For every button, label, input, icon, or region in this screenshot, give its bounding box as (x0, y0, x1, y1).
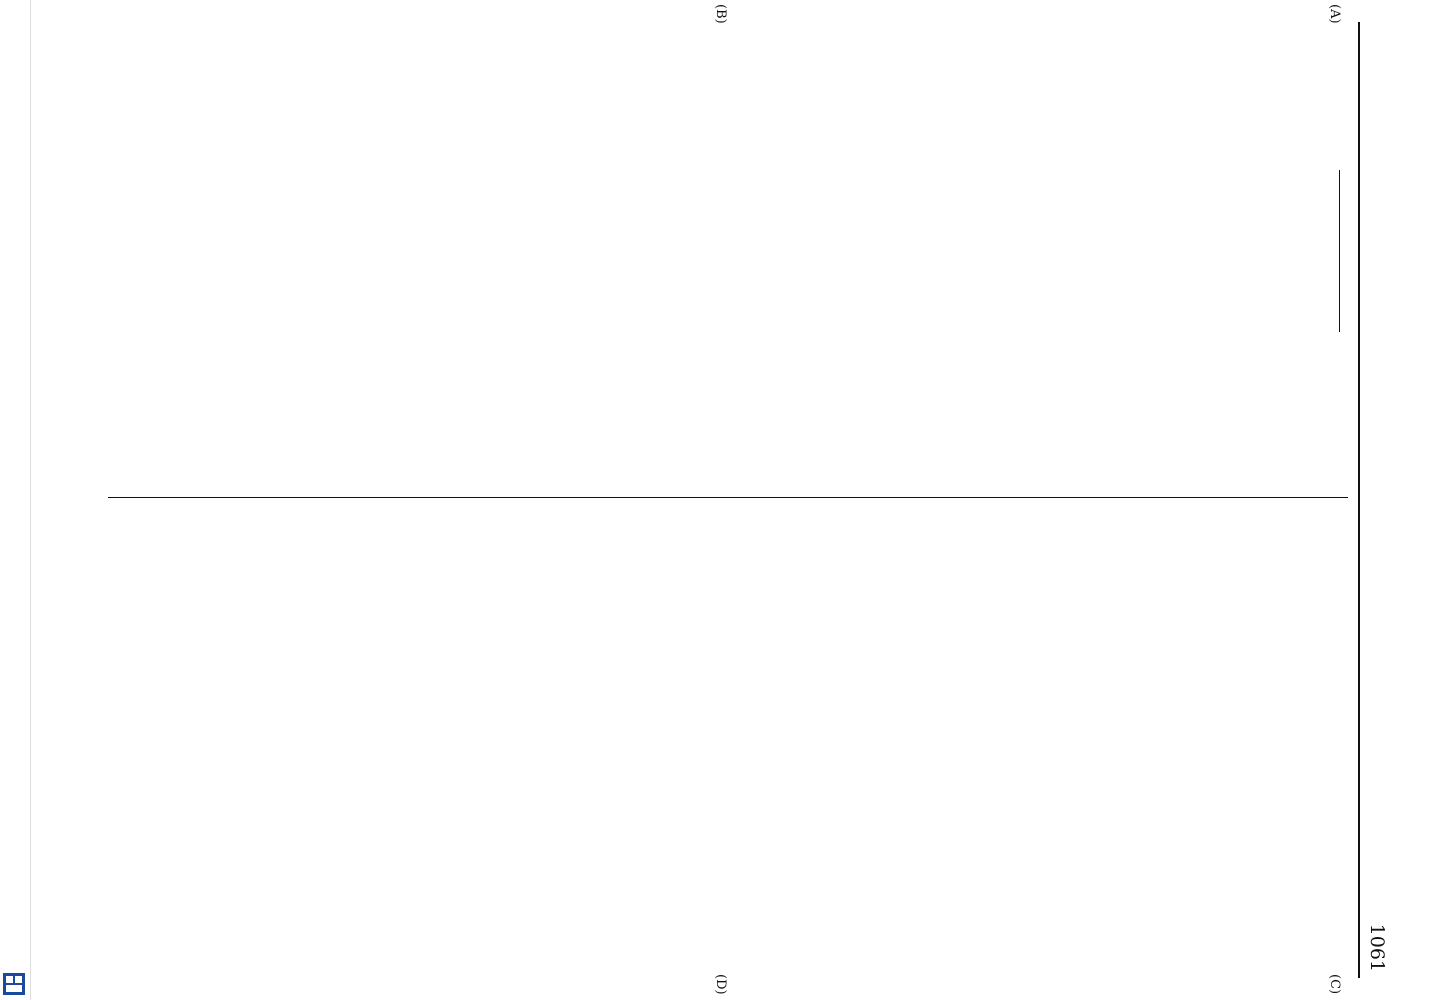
header-page-number: 1061 (1366, 923, 1388, 972)
margin-letter-d: (D) (713, 974, 728, 995)
section-divider (1339, 170, 1340, 332)
margin-letter-b: (B) (713, 4, 728, 24)
margin-letter-c: (C) (1327, 974, 1342, 995)
margin-letter-a: (A) (1327, 4, 1342, 24)
page-header (1358, 22, 1394, 978)
right-column (108, 512, 1348, 974)
column-divider (108, 497, 1348, 498)
left-column (108, 20, 1348, 482)
newspaper-page (88, 4, 1418, 995)
